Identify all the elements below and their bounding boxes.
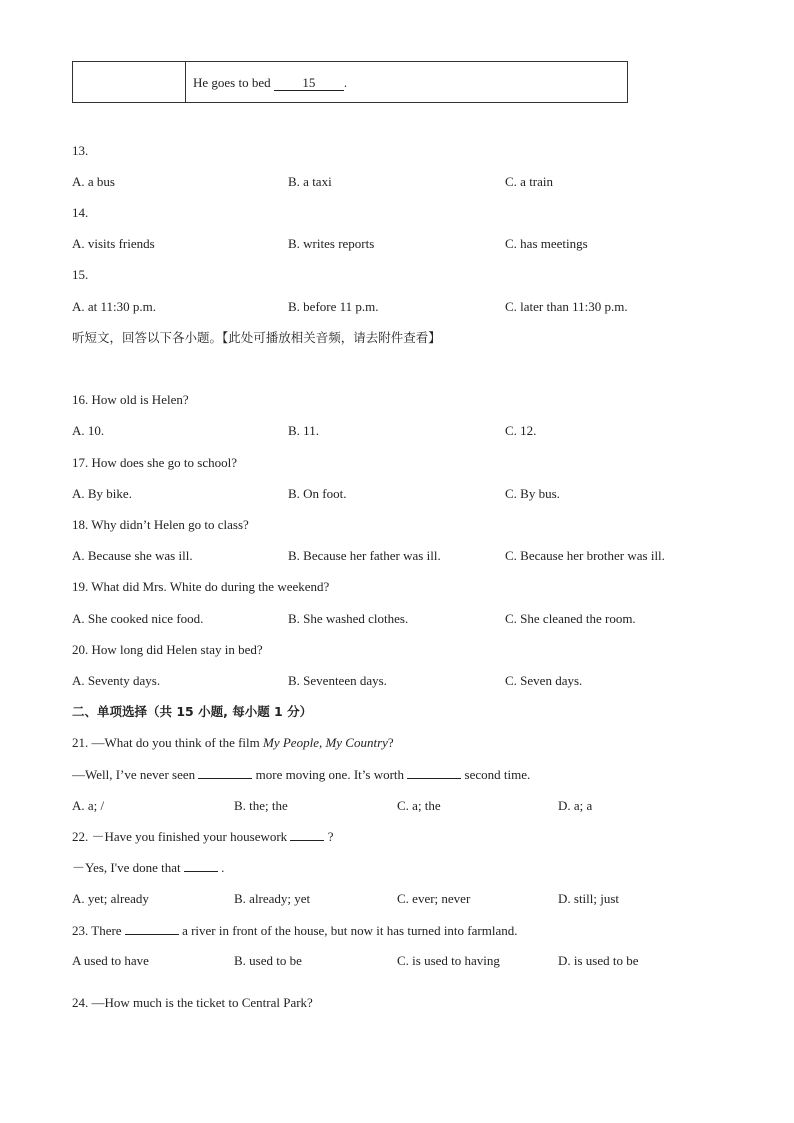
question-22-line-2 [72, 860, 224, 876]
option-14-a[interactable]: A. visits friends [72, 236, 155, 251]
option-17-c[interactable]: C. By bus. [505, 486, 560, 501]
question-17: 17. How does she go to school? [72, 455, 238, 470]
question-16: 16. How old is Helen? [72, 392, 189, 407]
option-14-b[interactable]: B. writes reports [288, 236, 375, 251]
option-21-c[interactable]: C. a; the [397, 798, 441, 813]
answer-table [72, 61, 628, 103]
question-23 [72, 923, 517, 939]
q22-blank-1[interactable] [290, 840, 324, 841]
option-17-b[interactable]: B. On foot. [288, 486, 347, 501]
q21-prefix: 21. —What do you think of the film [72, 735, 264, 750]
q22-text-a: 22. －Have you finished your housework [72, 829, 291, 844]
option-15-b[interactable]: B. before 11 p.m. [288, 299, 379, 314]
q21-film-title: My People, My Country [263, 735, 388, 750]
question-20: 20. How long did Helen stay in bed? [72, 642, 263, 657]
option-18-c[interactable]: C. Because her brother was ill. [505, 548, 665, 563]
q21-text-b: more moving one. It’s worth [252, 767, 408, 782]
question-19: 19. What did Mrs. White do during the weekend? [72, 579, 330, 594]
question-24: 24. —How much is the ticket to Central Park? [72, 995, 313, 1010]
option-13-c[interactable]: C. a train [505, 174, 554, 189]
q23-text-a: 23. There [72, 923, 125, 938]
table-row-text [193, 75, 347, 91]
question-13-number: 13. [72, 143, 89, 158]
option-18-a[interactable]: A. Because she was ill. [72, 548, 193, 563]
option-16-a[interactable]: A. 10. [72, 423, 105, 438]
option-15-a[interactable]: A. at 11:30 p.m. [72, 299, 157, 314]
section-2-heading: 二、单项选择（共 15 小题, 每小题 1 分） [72, 704, 313, 719]
q22-text-c: －Yes, I've done that [72, 860, 184, 875]
option-23-d[interactable]: D. is used to be [558, 953, 639, 968]
option-23-c[interactable]: C. is used to having [397, 953, 500, 968]
option-14-c[interactable]: C. has meetings [505, 236, 588, 251]
option-17-a[interactable]: A. By bike. [72, 486, 132, 501]
option-13-b[interactable]: B. a taxi [288, 174, 332, 189]
option-22-a[interactable]: A. yet; already [72, 891, 149, 906]
question-22-line-1 [72, 829, 333, 845]
q21-blank-1[interactable] [198, 778, 252, 779]
q22-text-b: ? [324, 829, 334, 844]
option-13-a[interactable]: A. a bus [72, 174, 115, 189]
option-23-a[interactable]: A used to have [72, 953, 149, 968]
option-22-d[interactable]: D. still; just [558, 891, 620, 906]
q21-text-a: —Well, I’ve never seen [72, 767, 199, 782]
q23-blank[interactable] [125, 934, 179, 935]
option-21-a[interactable]: A. a; / [72, 798, 105, 813]
question-18: 18. Why didn’t Helen go to class? [72, 517, 249, 532]
question-21-line-1 [72, 735, 394, 751]
option-20-b[interactable]: B. Seventeen days. [288, 673, 387, 688]
option-20-c[interactable]: C. Seven days. [505, 673, 583, 688]
option-16-b[interactable]: B. 11. [288, 423, 319, 438]
q23-text-b: a river in front of the house, but now it has turned into farmland. [178, 923, 518, 938]
q22-text-d: . [217, 860, 225, 875]
question-21-line-2 [72, 767, 530, 783]
option-20-a[interactable]: A. Seventy days. [72, 673, 161, 688]
passage-instruction: 听短文，回答以下各小题。【此处可播放相关音频，请去附件查看】 [72, 330, 441, 345]
option-18-b[interactable]: B. Because her father was ill. [288, 548, 441, 563]
option-16-c[interactable]: C. 12. [505, 423, 537, 438]
table-text-end: . [343, 75, 348, 90]
option-19-c[interactable]: C. She cleaned the room. [505, 611, 636, 626]
table-text: He goes to bed [193, 75, 274, 90]
q21-suffix: ? [387, 735, 394, 750]
option-19-b[interactable]: B. She washed clothes. [288, 611, 409, 626]
option-22-b[interactable]: B. already; yet [234, 891, 311, 906]
option-15-c[interactable]: C. later than 11:30 p.m. [505, 299, 628, 314]
option-21-b[interactable]: B. the; the [234, 798, 288, 813]
question-15-number: 15. [72, 267, 89, 282]
q21-blank-2[interactable] [407, 778, 461, 779]
q22-blank-2[interactable] [184, 871, 218, 872]
option-19-a[interactable]: A. She cooked nice food. [72, 611, 204, 626]
question-14-number: 14. [72, 205, 89, 220]
option-21-d[interactable]: D. a; a [558, 798, 593, 813]
option-23-b[interactable]: B. used to be [234, 953, 302, 968]
table-blank: 15 [274, 76, 344, 91]
option-22-c[interactable]: C. ever; never [397, 891, 471, 906]
q21-text-c: second time. [461, 767, 531, 782]
table-divider [185, 62, 186, 102]
